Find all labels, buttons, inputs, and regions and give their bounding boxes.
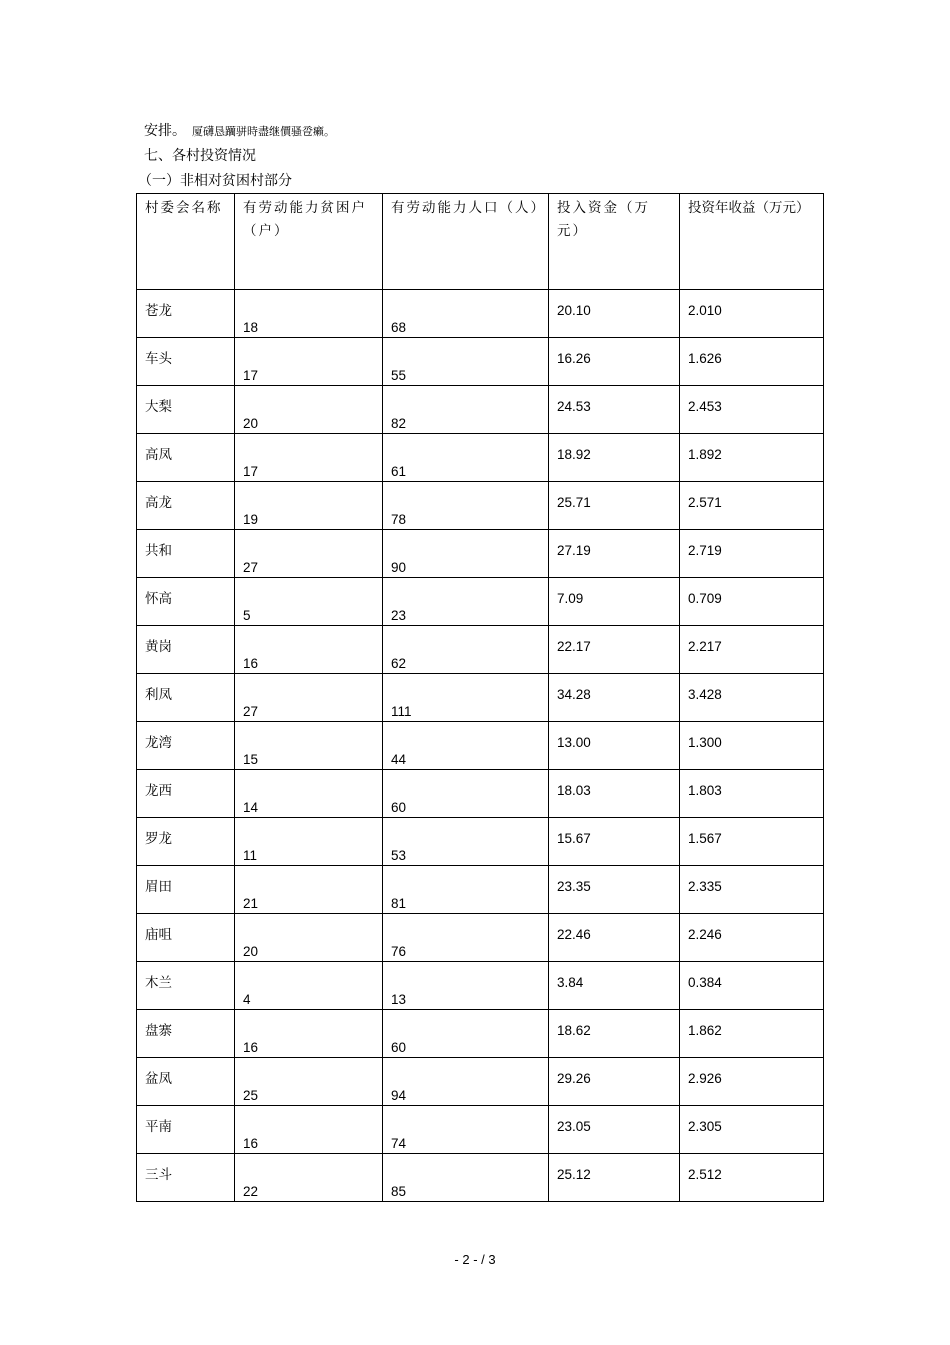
table-cell — [235, 962, 383, 1010]
table-cell — [137, 1154, 235, 1202]
annual-return-value: 2.571 — [688, 495, 722, 510]
poor-households-value: 4 — [243, 992, 251, 1007]
investment-value: 13.00 — [557, 735, 591, 750]
table-cell — [235, 290, 383, 338]
table-row — [137, 1010, 824, 1058]
table-cell — [383, 818, 549, 866]
labor-population-value: 23 — [391, 608, 407, 623]
table-cell — [235, 866, 383, 914]
table-cell — [383, 770, 549, 818]
table-cell — [680, 674, 824, 722]
labor-population-value: 81 — [391, 896, 407, 911]
table-cell — [680, 770, 824, 818]
table-cell — [680, 866, 824, 914]
labor-population-value: 61 — [391, 464, 407, 479]
table-cell — [383, 674, 549, 722]
table-cell — [235, 338, 383, 386]
table-row — [137, 1154, 824, 1202]
table-row — [137, 722, 824, 770]
table-cell — [235, 818, 383, 866]
labor-population-value: 55 — [391, 368, 407, 383]
labor-population-value: 94 — [391, 1088, 407, 1103]
table-cell — [235, 434, 383, 482]
annual-return-value: 2.305 — [688, 1119, 722, 1134]
table-cell — [235, 482, 383, 530]
table-cell — [235, 626, 383, 674]
table-row — [137, 386, 824, 434]
table-cell — [549, 338, 680, 386]
labor-population-value: 53 — [391, 848, 407, 863]
table-cell — [137, 626, 235, 674]
table-cell — [235, 578, 383, 626]
investment-value: 16.26 — [557, 351, 591, 366]
poor-households-value: 25 — [243, 1088, 259, 1103]
table-cell — [137, 818, 235, 866]
table-cell — [680, 1010, 824, 1058]
table-row — [137, 290, 824, 338]
annual-return-value: 2.719 — [688, 543, 722, 558]
annual-return-value: 1.300 — [688, 735, 722, 750]
investment-value: 3.84 — [557, 975, 584, 990]
annual-return-value: 1.862 — [688, 1023, 722, 1038]
annual-return-value: 2.926 — [688, 1071, 722, 1086]
intro-line — [144, 120, 335, 140]
table-cell — [137, 578, 235, 626]
table-cell — [137, 530, 235, 578]
poor-households-value: 11 — [243, 848, 258, 863]
poor-households-value: 17 — [243, 464, 259, 479]
table-cell — [383, 482, 549, 530]
table-cell — [680, 1106, 824, 1154]
village-name: 怀高 — [145, 591, 172, 607]
table-row — [137, 1058, 824, 1106]
table-cell — [680, 818, 824, 866]
investment-value: 18.62 — [557, 1023, 591, 1038]
poor-households-value: 22 — [243, 1184, 259, 1199]
poor-households-value: 20 — [243, 944, 259, 959]
investment-value: 22.17 — [557, 639, 591, 654]
table-cell — [137, 338, 235, 386]
table-cell — [549, 530, 680, 578]
village-name: 高凤 — [145, 447, 172, 463]
table-cell — [235, 1058, 383, 1106]
table-cell — [680, 386, 824, 434]
investment-value: 20.10 — [557, 303, 591, 318]
table-row — [137, 914, 824, 962]
table-cell — [383, 530, 549, 578]
table-row — [137, 626, 824, 674]
village-name: 车头 — [145, 351, 172, 367]
poor-households-value: 27 — [243, 704, 259, 719]
table-row — [137, 578, 824, 626]
poor-households-value: 21 — [243, 896, 259, 911]
annual-return-value: 1.803 — [688, 783, 722, 798]
table-cell — [137, 722, 235, 770]
table-row — [137, 818, 824, 866]
table-cell — [137, 770, 235, 818]
labor-population-value: 62 — [391, 656, 407, 671]
village-name: 黄岗 — [145, 639, 172, 655]
table-cell — [235, 530, 383, 578]
investment-table — [136, 193, 824, 1202]
table-cell — [680, 338, 824, 386]
section-heading: 七、各村投资情况 — [144, 148, 256, 164]
annual-return-value: 3.428 — [688, 687, 722, 702]
table-cell — [549, 1010, 680, 1058]
village-name: 龙西 — [145, 783, 172, 799]
table-cell — [549, 434, 680, 482]
intro-garbled-text: 厦礴恳躪骈時盡继價骚卺癩。 — [192, 125, 335, 138]
labor-population-value: 85 — [391, 1184, 407, 1199]
table-cell — [383, 866, 549, 914]
poor-households-value: 15 — [243, 752, 259, 767]
table-cell — [383, 434, 549, 482]
table-cell — [383, 722, 549, 770]
header-cell — [383, 194, 549, 290]
village-name: 共和 — [145, 543, 172, 559]
table-cell — [680, 1154, 824, 1202]
village-name: 盘寨 — [145, 1023, 172, 1039]
table-cell — [383, 914, 549, 962]
poor-households-value: 16 — [243, 1040, 259, 1055]
table-cell — [137, 386, 235, 434]
table-cell — [137, 290, 235, 338]
table-cell — [383, 1154, 549, 1202]
table-row — [137, 770, 824, 818]
table-row — [137, 1106, 824, 1154]
village-name: 利凤 — [145, 687, 172, 703]
header-labor-population: 有劳动能力人口（人） — [391, 200, 546, 216]
table-cell — [549, 962, 680, 1010]
table-cell — [549, 578, 680, 626]
table-cell — [137, 674, 235, 722]
table-cell — [137, 1010, 235, 1058]
table-cell — [549, 674, 680, 722]
table-cell — [235, 914, 383, 962]
labor-population-value: 90 — [391, 560, 407, 575]
poor-households-value: 19 — [243, 512, 259, 527]
table-cell — [680, 1058, 824, 1106]
poor-households-value: 18 — [243, 320, 259, 335]
table-cell — [235, 674, 383, 722]
poor-households-value: 5 — [243, 608, 251, 623]
table-cell — [235, 722, 383, 770]
table-cell — [137, 1106, 235, 1154]
poor-households-value: 20 — [243, 416, 259, 431]
table-cell — [680, 434, 824, 482]
investment-value: 22.46 — [557, 927, 591, 942]
investment-value: 15.67 — [557, 831, 591, 846]
table-cell — [549, 818, 680, 866]
table-cell — [680, 530, 824, 578]
labor-population-value: 111 — [391, 704, 412, 719]
header-cell — [137, 194, 235, 290]
investment-value: 18.92 — [557, 447, 591, 462]
table-cell — [235, 386, 383, 434]
table-row — [137, 338, 824, 386]
table-cell — [383, 1058, 549, 1106]
table-cell — [235, 770, 383, 818]
investment-value: 25.12 — [557, 1167, 591, 1182]
table-cell — [383, 1010, 549, 1058]
table-cell — [383, 290, 549, 338]
village-name: 罗龙 — [145, 831, 172, 847]
labor-population-value: 82 — [391, 416, 407, 431]
table-cell — [549, 290, 680, 338]
table-cell — [235, 1106, 383, 1154]
header-village-name: 村委会名称 — [145, 200, 223, 216]
table-row — [137, 866, 824, 914]
table-cell — [549, 386, 680, 434]
village-name: 苍龙 — [145, 303, 172, 319]
table-cell — [137, 1058, 235, 1106]
table-cell — [383, 1106, 549, 1154]
village-name: 眉田 — [145, 879, 172, 895]
header-cell — [235, 194, 383, 290]
table-cell — [383, 962, 549, 1010]
annual-return-value: 1.892 — [688, 447, 722, 462]
table-cell — [137, 482, 235, 530]
poor-households-value: 17 — [243, 368, 259, 383]
table-cell — [137, 962, 235, 1010]
header-poor-households: 有劳动能力贫困户（户） — [243, 200, 367, 239]
table-cell — [235, 1010, 383, 1058]
village-name: 龙湾 — [145, 735, 172, 751]
table-cell — [549, 722, 680, 770]
table-cell — [137, 866, 235, 914]
village-name: 高龙 — [145, 495, 172, 511]
intro-text: 安排。 — [144, 123, 186, 139]
labor-population-value: 68 — [391, 320, 407, 335]
labor-population-value: 44 — [391, 752, 407, 767]
annual-return-value: 2.453 — [688, 399, 722, 414]
table-cell — [549, 866, 680, 914]
table-cell — [383, 578, 549, 626]
table-cell — [549, 482, 680, 530]
investment-value: 24.53 — [557, 399, 591, 414]
annual-return-value: 0.384 — [688, 975, 722, 990]
annual-return-value: 1.567 — [688, 831, 722, 846]
table-cell — [680, 722, 824, 770]
header-annual-return: 投资年收益（万元） — [688, 200, 810, 216]
table-row — [137, 434, 824, 482]
table-cell — [680, 914, 824, 962]
annual-return-value: 0.709 — [688, 591, 722, 606]
table-cell — [549, 770, 680, 818]
table-cell — [549, 1154, 680, 1202]
table-row — [137, 482, 824, 530]
header-investment: 投入资金（万元） — [557, 200, 650, 239]
annual-return-value: 2.010 — [688, 303, 722, 318]
header-cell — [549, 194, 680, 290]
header-cell — [680, 194, 824, 290]
table-row — [137, 674, 824, 722]
investment-value: 7.09 — [557, 591, 584, 606]
annual-return-value: 2.335 — [688, 879, 722, 894]
table-cell — [137, 434, 235, 482]
labor-population-value: 60 — [391, 1040, 407, 1055]
table-row — [137, 962, 824, 1010]
labor-population-value: 76 — [391, 944, 407, 959]
table-cell — [549, 626, 680, 674]
page-number: - 2 - / 3 — [454, 1252, 496, 1267]
table-cell — [680, 578, 824, 626]
village-name: 木兰 — [145, 975, 172, 991]
table-cell — [235, 1154, 383, 1202]
table-cell — [680, 290, 824, 338]
village-name: 盆凤 — [145, 1071, 172, 1087]
table-cell — [680, 626, 824, 674]
table-cell — [680, 482, 824, 530]
sub-heading: （一）非相对贫困村部分 — [138, 173, 292, 189]
table-cell — [549, 914, 680, 962]
table-row — [137, 530, 824, 578]
table-cell — [137, 914, 235, 962]
table-cell — [383, 386, 549, 434]
investment-value: 18.03 — [557, 783, 591, 798]
investment-value: 29.26 — [557, 1071, 591, 1086]
investment-value: 23.35 — [557, 879, 591, 894]
annual-return-value: 2.512 — [688, 1167, 722, 1182]
table-cell — [680, 962, 824, 1010]
table-cell — [383, 338, 549, 386]
poor-households-value: 14 — [243, 800, 259, 815]
investment-value: 23.05 — [557, 1119, 591, 1134]
labor-population-value: 60 — [391, 800, 407, 815]
poor-households-value: 16 — [243, 656, 259, 671]
labor-population-value: 13 — [391, 992, 407, 1007]
annual-return-value: 2.246 — [688, 927, 722, 942]
investment-value: 27.19 — [557, 543, 591, 558]
table-header-row — [137, 194, 824, 290]
poor-households-value: 16 — [243, 1136, 259, 1151]
investment-value: 34.28 — [557, 687, 591, 702]
table-cell — [549, 1058, 680, 1106]
poor-households-value: 27 — [243, 560, 259, 575]
table-cell — [549, 1106, 680, 1154]
table-cell — [383, 626, 549, 674]
village-name: 三斗 — [145, 1167, 172, 1183]
labor-population-value: 78 — [391, 512, 407, 527]
labor-population-value: 74 — [391, 1136, 407, 1151]
village-name: 大梨 — [145, 399, 172, 415]
village-name: 平南 — [145, 1119, 172, 1135]
village-name: 庙咀 — [145, 927, 172, 943]
investment-value: 25.71 — [557, 495, 591, 510]
annual-return-value: 2.217 — [688, 639, 722, 654]
annual-return-value: 1.626 — [688, 351, 722, 366]
